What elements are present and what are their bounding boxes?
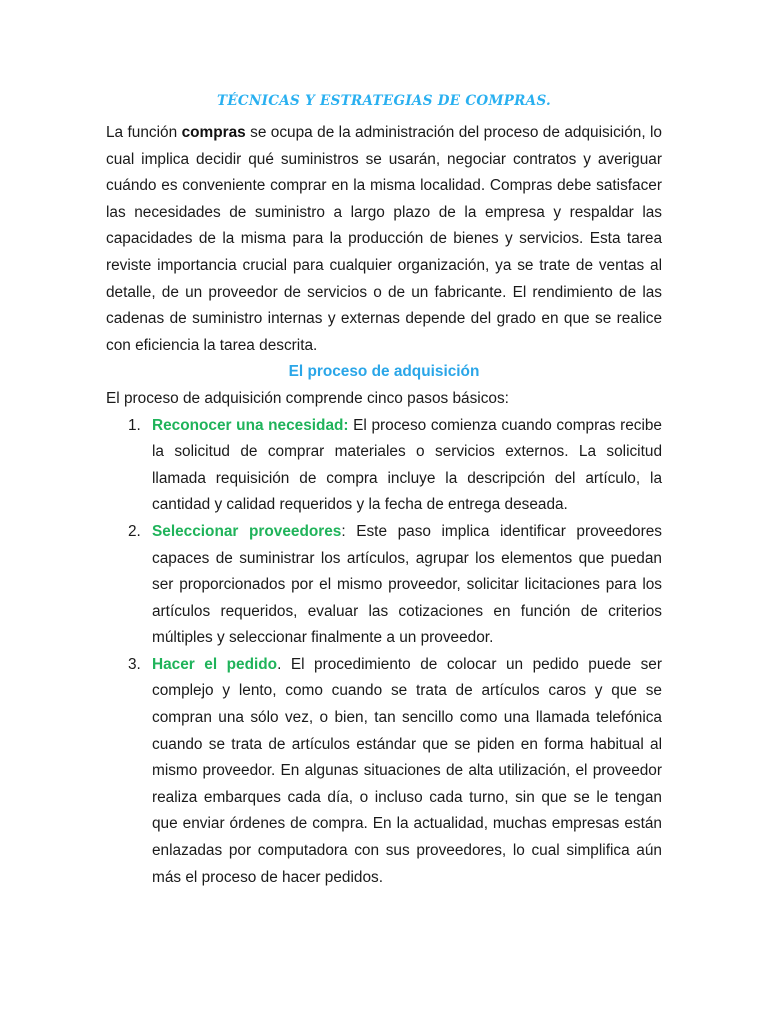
list-item — [106, 519, 662, 652]
document-title: TÉCNICAS Y ESTRATEGIAS DE COMPRAS. — [216, 93, 552, 109]
list-item-text: : Este paso implica identificar proveedores capaces de suministrar los artículos, agrupar los elementos que puedan ser proporcionados por el mismo proveedor, solicitar licitaciones para los artículos requeridos, evaluar las cotizaciones en función de criterios múltiples y seleccionar finalmente a un proveedor. — [152, 522, 662, 647]
list-item-term: Hacer el pedido — [152, 655, 278, 673]
section-intro: El proceso de adquisición comprende cinco pasos básicos: — [106, 389, 509, 407]
list-item-text: El proceso comienza cuando compras recibe la solicitud de comprar materiales o servicios externos. La solicitud llamada requisición de compra incluye la descripción del artículo, la cantidad y calidad requeridos y la fecha de entrega deseada. — [152, 416, 662, 514]
intro-paragraph-bold: compras — [181, 124, 246, 141]
intro-paragraph — [106, 120, 662, 359]
section-heading: El proceso de adquisición — [288, 363, 480, 381]
intro-paragraph-pre: La función — [106, 124, 182, 141]
list-item-term: Seleccionar proveedores — [152, 522, 342, 540]
list-item-number: 2. — [128, 522, 141, 540]
list-item-number: 3. — [128, 655, 141, 673]
list-item — [106, 413, 662, 519]
list-item-number: 1. — [128, 416, 141, 434]
list-item-text: . El procedimiento de colocar un pedido puede ser complejo y lento, como cuando se trata de artículos caros y que se compran una sólo vez, o bien, tan sencillo como una llamada telefónica cuando se trata de artículos estándar que se piden en forma habitual al mismo proveedor. En algunas situaciones de alta utilización, el proveedor realiza embarques cada día, o incluso cada turno, sin que se le tengan que enviar órdenes de compra. En la actualidad, muchas empresas están enlazadas por computadora con sus proveedores, lo cual simplifica aún más el proceso de hacer pedidos. — [152, 655, 662, 886]
document-page — [106, 86, 662, 891]
list-item — [106, 652, 662, 891]
intro-paragraph-post: se ocupa de la administración del proceso de adquisición, lo cual implica decidir qué suministros se usarán, negociar contratos y averiguar cuándo es conveniente comprar en la misma localidad. Compras debe satisfacer las necesidades de suministro a largo plazo de la empresa y respaldar las capacidades de la misma para la producción de bienes y servicios. Esta tarea reviste importancia crucial para cualquier organización, ya se trate de ventas al detalle, de un proveedor de servicios o de un fabricante. El rendimiento de las cadenas de suministro internas y externas depende del grado en que se realice con eficiencia la tarea descrita. — [106, 124, 662, 354]
steps-list — [106, 413, 662, 892]
list-item-term: Reconocer una necesidad: — [152, 416, 349, 434]
